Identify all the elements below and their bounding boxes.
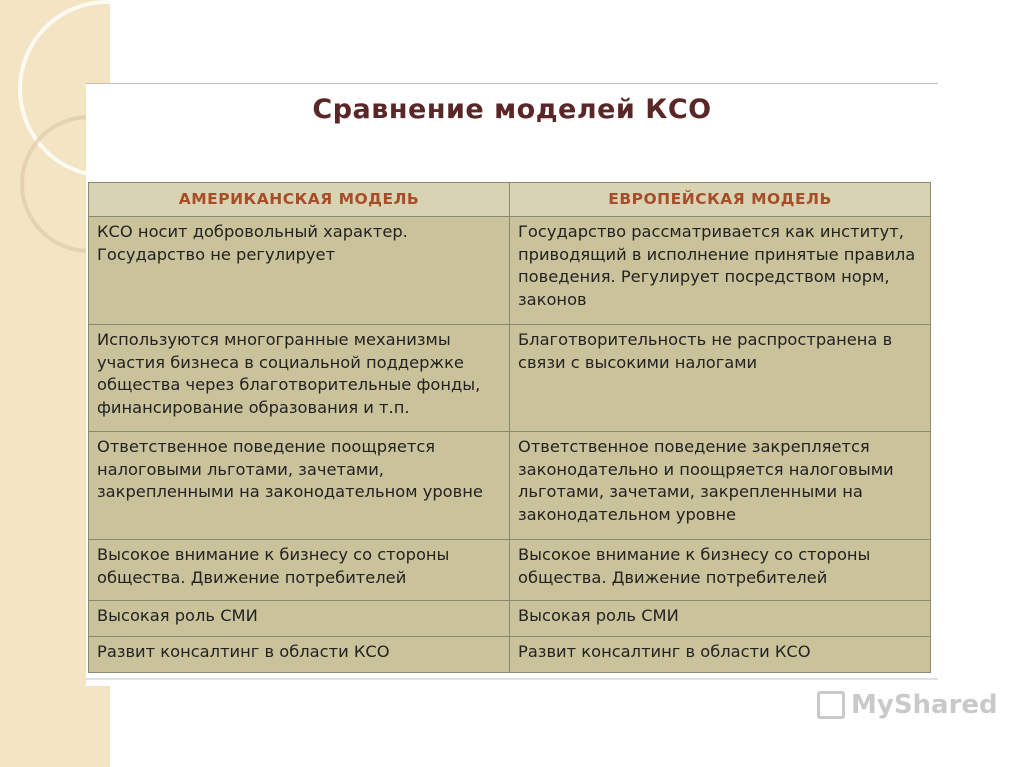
table-cell-american: Высокая роль СМИ [89,601,510,637]
table-row [89,637,931,673]
watermark [817,690,998,720]
table-cell-european: Государство рассматривается как институт, приводящий в исполнение принятые правила поведения. Регулирует посредством норм, законов [510,217,931,325]
table-cell-european: Благотворительность не распространена в связи с высокими налогами [510,325,931,432]
table-cell-american: Используются многогранные механизмы участия бизнеса в социальной поддержке общества через благотворительные фонды, финансирование образования и т.п. [89,325,510,432]
header-american-model: АМЕРИКАНСКАЯ МОДЕЛЬ [89,183,510,217]
slide [86,83,998,720]
table-header-row [89,183,931,217]
table-cell-american: Высокое внимание к бизнесу со стороны общества. Движение потребителей [89,540,510,601]
table-cell-american: Ответственное поведение поощряется налоговыми льготами, зачетами, закрепленными на законодательном уровне [89,432,510,540]
table-row [89,601,931,637]
table-row [89,325,931,432]
table-cell-american: Развит консалтинг в области КСО [89,637,510,673]
header-european-model: ЕВРОПЕЙСКАЯ МОДЕЛЬ [510,183,931,217]
table-cell-european: Развит консалтинг в области КСО [510,637,931,673]
comparison-table [88,182,931,673]
table-row [89,432,931,540]
table-cell-european: Высокая роль СМИ [510,601,931,637]
table-cell-american: КСО носит добровольный характер. Государство не регулирует [89,217,510,325]
divider [86,678,938,680]
table-row [89,540,931,601]
table-row [89,217,931,325]
table-cell-european: Высокое внимание к бизнесу со стороны общества. Движение потребителей [510,540,931,601]
presentation-icon [817,691,845,719]
table-cell-european: Ответственное поведение закрепляется законодательно и поощряется налоговыми льготами, зачетами, закрепленными на законодательном уровне [510,432,931,540]
watermark-text: MyShared [851,690,998,720]
slide-title: Сравнение моделей КСО [312,94,712,125]
